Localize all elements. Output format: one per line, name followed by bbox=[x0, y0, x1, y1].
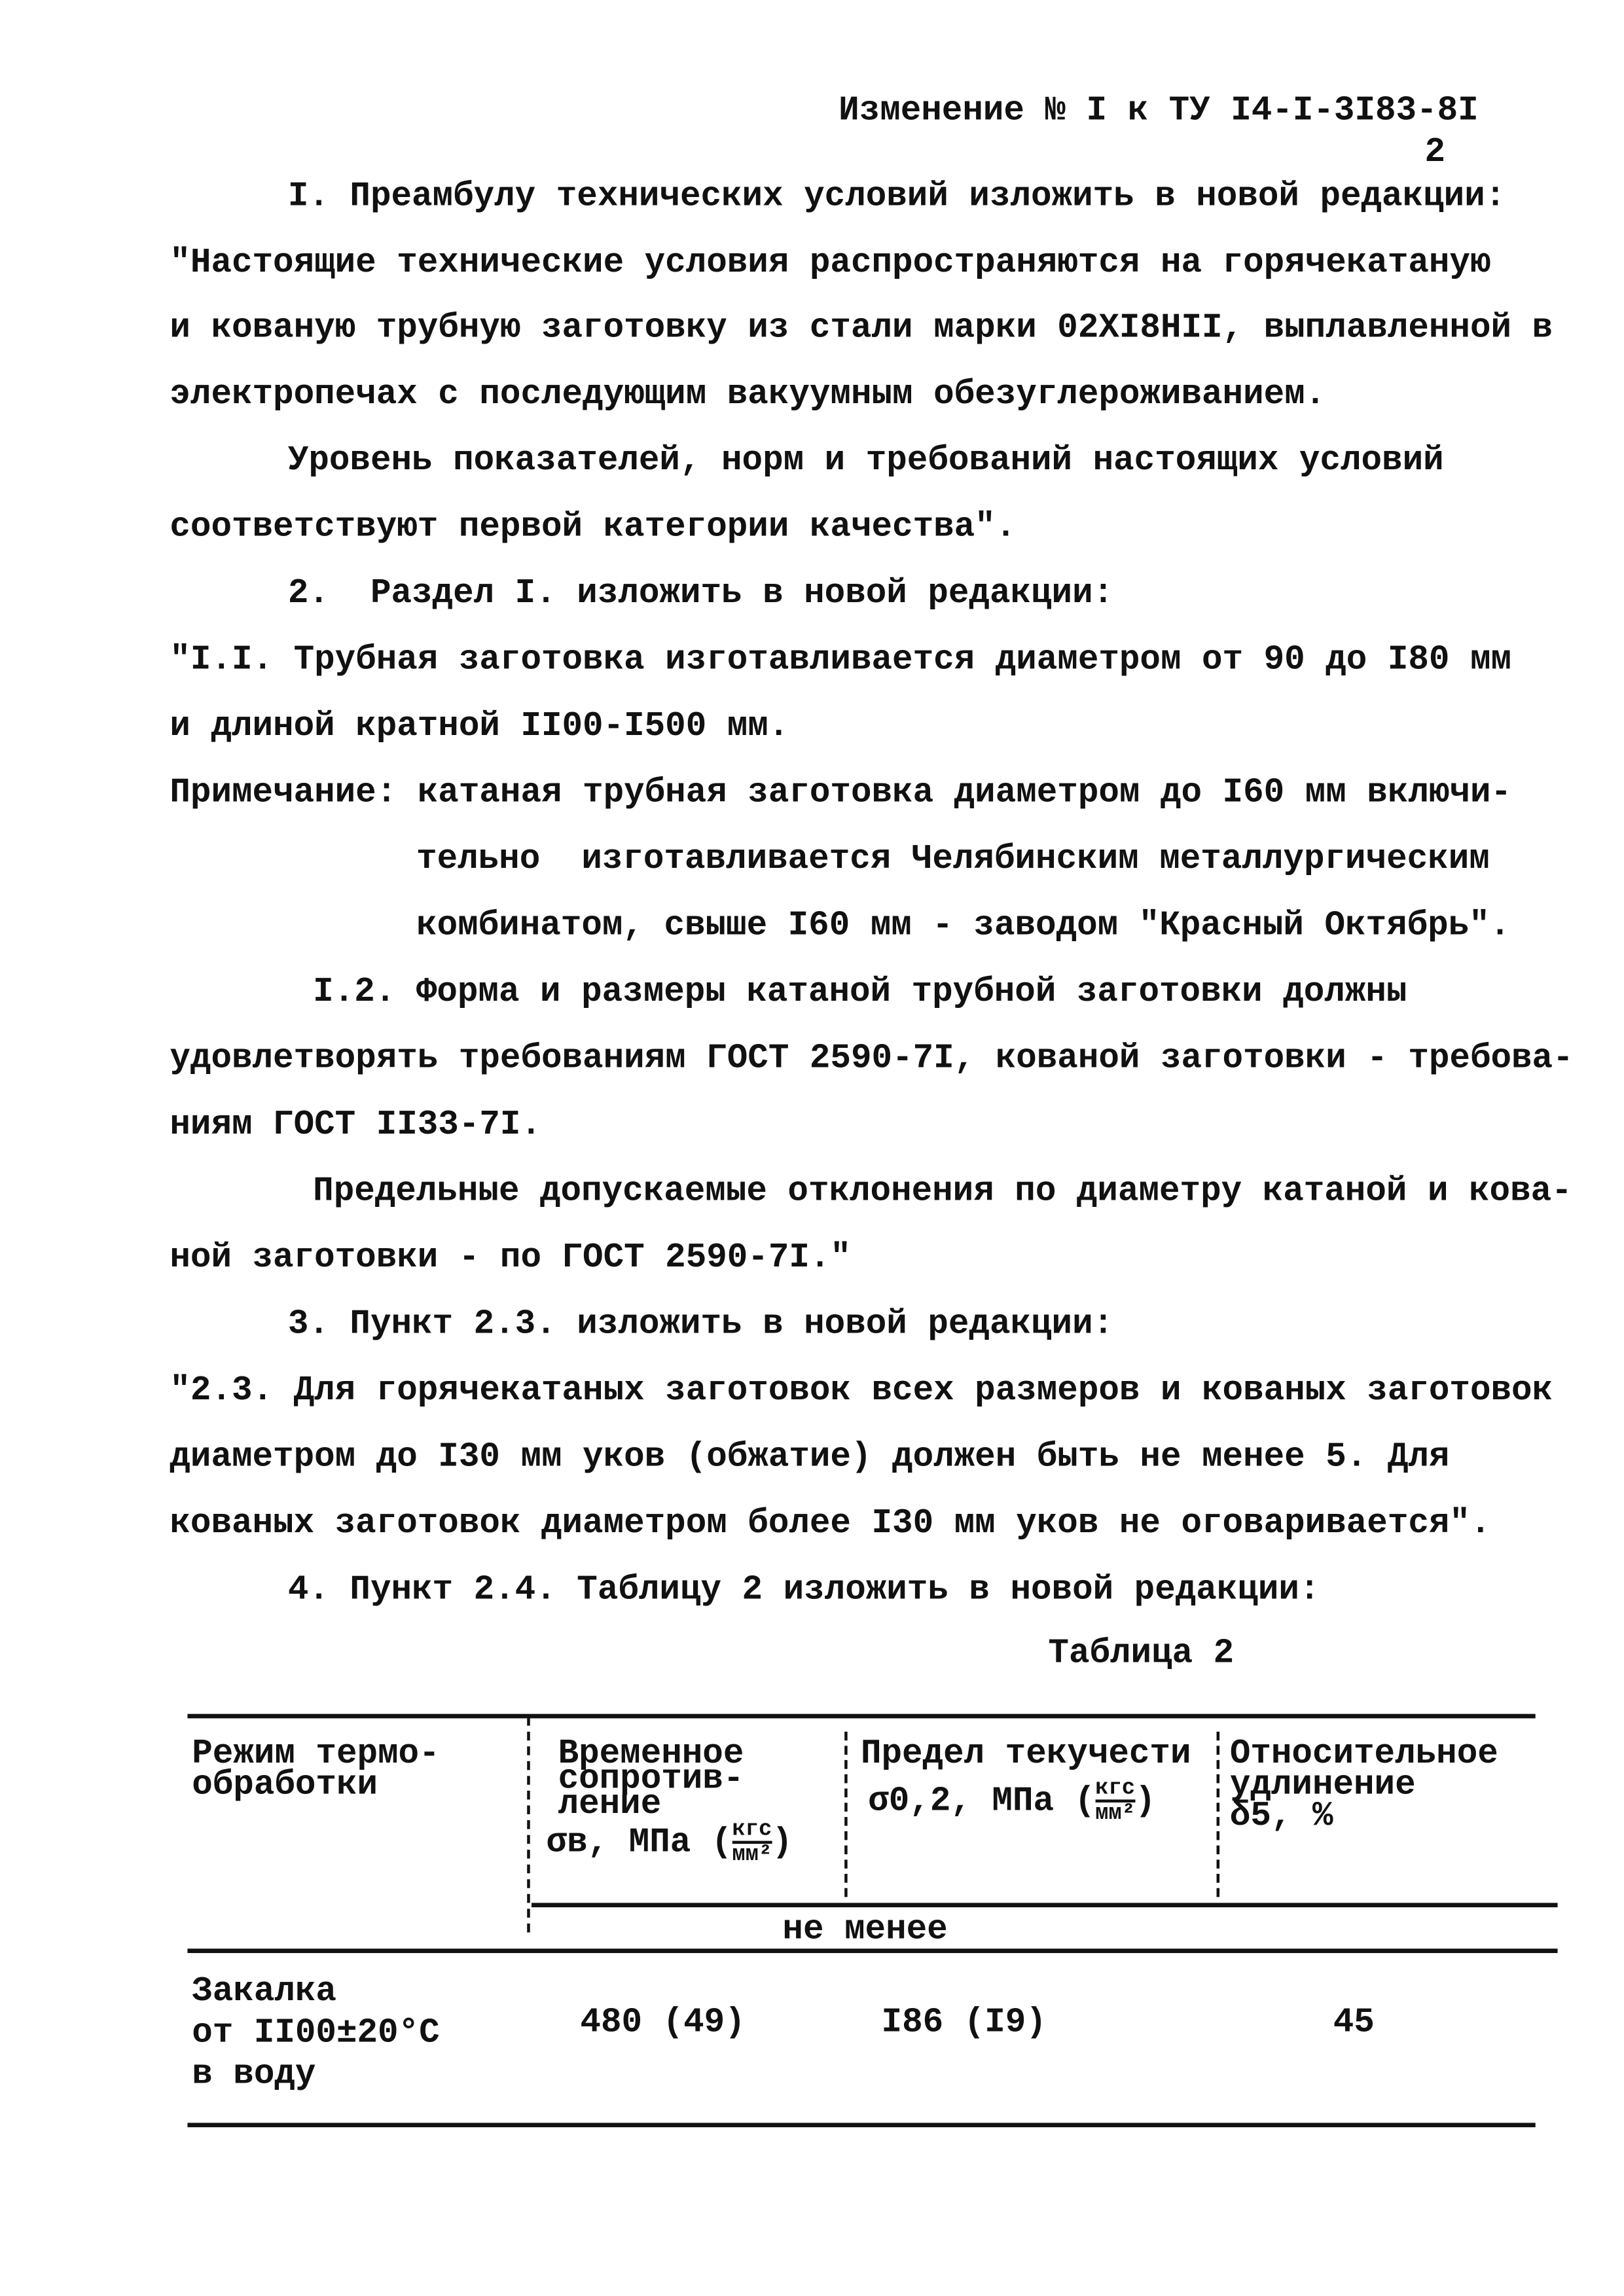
paragraph-line: кованых заготовок диаметром более I30 мм уков не оговаривается". bbox=[170, 1504, 1491, 1543]
column-separator bbox=[527, 1717, 530, 1932]
paragraph-line: и кованую трубную заготовку из стали марки 02ХI8НII, выплавленной в bbox=[170, 308, 1553, 348]
note-line: тельно изготавливается Челябинским металлургическим bbox=[416, 840, 1490, 879]
note-line: Примечание: катаная трубная заготовка диаметром до I60 мм включи- bbox=[170, 773, 1512, 812]
paragraph-line: ниям ГОСТ II33-7I. bbox=[170, 1105, 541, 1145]
unit-fraction bbox=[1095, 1778, 1135, 1825]
paragraph-line: Уровень показателей, норм и требований настоящих условий bbox=[287, 441, 1444, 480]
paragraph-line: 3. Пункт 2.3. изложить в новой редакции: bbox=[287, 1304, 1114, 1344]
paragraph-line: 2. Раздел I. изложить в новой редакции: bbox=[287, 574, 1114, 613]
paragraph-line: Предельные допускаемые отклонения по диаметру катаной и кова- bbox=[313, 1172, 1572, 1211]
row-elongation: 45 bbox=[1333, 2003, 1375, 2042]
row-mode: Закалка от II00±20°С в воду bbox=[192, 1972, 440, 2094]
table-caption: Таблица 2 bbox=[1048, 1634, 1235, 1673]
column-separator bbox=[844, 1732, 848, 1897]
paragraph-line: I.2. Форма и размеры катаной трубной заготовки должны bbox=[313, 973, 1407, 1012]
unit-num: кгс bbox=[1095, 1778, 1135, 1803]
unit-num: кгс bbox=[732, 1819, 772, 1844]
paragraph-line: "I.I. Трубная заготовка изготавливается диаметром от 90 до I80 мм bbox=[170, 640, 1512, 679]
row-tensile: 480 (49) bbox=[580, 2003, 746, 2042]
table-bottom-rule bbox=[187, 2123, 1535, 2127]
unit-fraction bbox=[732, 1819, 772, 1866]
header-tensile-unit bbox=[547, 1819, 793, 1866]
header-yield: Предел текучести bbox=[860, 1734, 1191, 1773]
header-mode: Режим термо- обработки bbox=[192, 1734, 440, 1804]
header-tensile: Временное сопротив- ление bbox=[558, 1734, 744, 1823]
paragraph-line: диаметром до I30 мм уков (обжатие) должен быть не менее 5. Для bbox=[170, 1437, 1450, 1477]
unit-den: мм² bbox=[732, 1842, 772, 1868]
header-bottom-rule bbox=[187, 1948, 1557, 1953]
header-divider-rule bbox=[532, 1903, 1558, 1907]
note-line: комбинатом, свыше I60 мм - заводом "Красный Октябрь". bbox=[416, 906, 1511, 945]
header-yield-unit bbox=[868, 1778, 1155, 1825]
row-yield: I86 (I9) bbox=[881, 2003, 1047, 2042]
paren: ) bbox=[772, 1823, 793, 1862]
yield-symbol: σ0,2, МПа ( bbox=[868, 1782, 1096, 1821]
page-number: 2 bbox=[1424, 132, 1446, 171]
paragraph-line: и длиной кратной II00-I500 мм. bbox=[170, 707, 789, 746]
header-elongation: Относительное удлинение δ5, % bbox=[1229, 1734, 1498, 1835]
paragraph-line: 4. Пункт 2.4. Таблицу 2 изложить в новой редакции: bbox=[287, 1570, 1320, 1609]
unit-den: мм² bbox=[1095, 1801, 1136, 1827]
table-top-rule bbox=[187, 1714, 1535, 1719]
paragraph-line: "2.3. Для горячекатаных заготовок всех размеров и кованых заготовок bbox=[170, 1371, 1553, 1410]
paren: ) bbox=[1135, 1782, 1156, 1821]
tensile-symbol: σв, МПа ( bbox=[546, 1823, 732, 1862]
paragraph-line: "Настоящие технические условия распространяются на горячекатаную bbox=[170, 243, 1491, 282]
paragraph-line: ной заготовки - по ГОСТ 2590-7I." bbox=[170, 1238, 851, 1278]
paragraph-line: удовлетворять требованиям ГОСТ 2590-7I, кованой заготовки - требова- bbox=[170, 1039, 1574, 1078]
column-separator bbox=[1217, 1732, 1220, 1897]
document-header: Изменение № I к ТУ I4-I-3I83-8I bbox=[839, 91, 1479, 130]
paragraph-line: соответствуют первой категории качества". bbox=[170, 507, 1017, 547]
paragraph-line: I. Преамбулу технических условий изложить в новой редакции: bbox=[287, 177, 1506, 216]
subheader-min: не менее bbox=[782, 1910, 948, 1949]
paragraph-line: электропечах с последующим вакуумным обезуглероживанием. bbox=[170, 374, 1326, 414]
